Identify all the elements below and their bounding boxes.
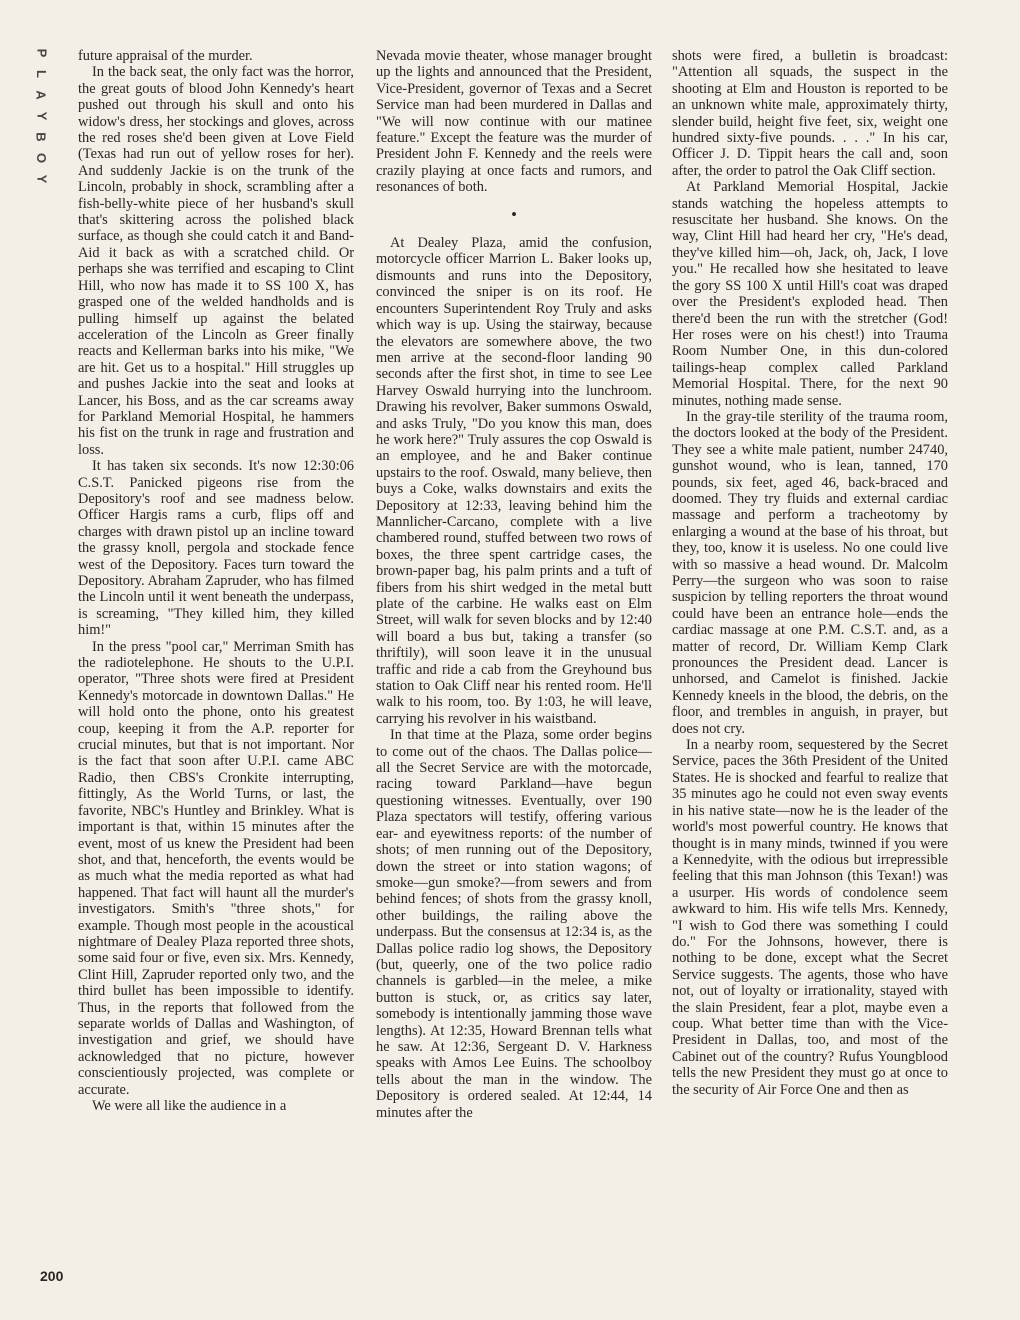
text-column-3 <box>672 48 948 1286</box>
text-column-2 <box>376 48 652 1286</box>
text-column-1 <box>78 48 354 1286</box>
paragraph: At Dealey Plaza, amid the confusion, motorcycle officer Marrion L. Baker looks up, dismounts and runs into the Depository, convinced the sniper is on its roof. He encounters Superintendent Roy Truly and asks which way is up. Using the stairway, because the elevators are somewhere above, the two men arrive at the second-floor landing 90 seconds after the first shot, in time to see Lee Harvey Oswald hurrying into the lunchroom. Drawing his revolver, Baker summons Oswald, and asks Truly, "Do you know this man, does he work here?" Truly assures the cop Oswald is an employee, and he and Baker continue upstairs to the roof. Oswald, many believe, then buys a Coke, walks downstairs and exits the Depository at 12:33, leaving behind him the Mannlicher-Carcano, complete with a live chambered round, stuffed between two rows of boxes, the three spent cartridge cases, the brown-paper bag, his palm prints and a tuft of fibers from his shirt wedged in the metal butt plate of the carbine. He walks east on Elm Street, will walk for seven blocks and by 12:40 will board a bus but, taking a transfer (so thriftily), will soon leave it in the unusual traffic and ride a cab from the Greyhound bus station to Oak Cliff near his rented room. He'll walk to his room, too. By 1:03, he will leave, carrying his revolver in his waistband. <box>376 235 652 727</box>
paragraph: In the gray-tile sterility of the trauma room, the doctors looked at the body of the President. They see a white male patient, number 24740, gunshot wound, who is lean, tanned, 170 pounds, six feet, aged 46, back-braced and doomed. They try fluids and external cardiac massage and perform a tracheotomy by enlarging a wound at the base of his throat, but they, too, know it is useless. No one could live with so massive a head wound. Dr. Malcolm Perry—the surgeon who was soon to raise suspicion by telling reporters the throat wound could have been an entrance hole—ends the cardiac massage at one P.M. C.S.T. and, as a matter of record, Dr. William Kemp Clark pronounces the President dead. Lancer is unhorsed, and Camelot is finished. Jackie Kennedy kneels in the blood, the debris, on the floor, and trembles in anguish, in prayer, but does not cry. <box>672 408 948 737</box>
sidebar-letter: Y <box>33 174 49 184</box>
sidebar-letter: B <box>33 132 49 142</box>
paragraph: future appraisal of the murder. <box>78 48 253 64</box>
sidebar-letter: O <box>34 152 49 164</box>
sidebar-letter: A <box>33 90 49 100</box>
paragraph: In that time at the Plaza, some order begins to come out of the chaos. The Dallas police—all the Secret Service are with the motorcade, racing toward Parkland—have begun questioning witnesses. Eventually, over 190 Plaza spectators will testify, offering various ear- and eyewitness reports: of the number of shots; of men running out of the Depository, down the street or into station wagons; of smoke—gun smoke?—from sewers and from behind fences; of shots from the grassy knoll, other buildings, the railing above the underpass. But the consensus at 12:34 is, as the Dallas police radio log shows, the Depository (but, queerly, one of the two police radio channels is garbled—in the melee, a mike button is stuck, or, as critics say later, somebody is intentionally jamming those wave lengths). At 12:35, Howard Brennan tells what he saw. At 12:36, Sergeant D. V. Harkness speaks with Amos Lee Euins. The schoolboy tells about the man in the window. The Depository is ordered sealed. At 12:44, 14 minutes after the <box>376 727 652 1121</box>
magazine-name-vertical <box>30 46 52 186</box>
sidebar-letter: Y <box>33 111 49 121</box>
sidebar-letter: L <box>33 70 49 78</box>
page-number: 200 <box>40 1268 64 1284</box>
paragraph: shots were fired, a bulletin is broadcast: "Attention all squads, the suspect in the shooting at Elm and Houston is reported to be an unknown white male, approximately thirty, slender build, height five feet, six, weight one hundred sixty-five pounds. . . ." In his car, Officer J. D. Tippit hears the call and, soon after, the order to patrol the Oak Cliff section. <box>672 48 948 179</box>
paragraph: In a nearby room, sequestered by the Secret Service, paces the 36th President of the United States. He is shocked and fearful to realize that 35 minutes ago he could not even sway events in his native state—now he is the leader of the world's most powerful country. He knows that thought is in many minds, twinned if you were a Kennedyite, with the odious but irrepressible feeling that this man Johnson (this Texan!) was a usurper. His words of condolence seem awkward to him. His wife tells Mrs. Kennedy, "I wish to God there was something I could do." For the Johnsons, however, there is nothing to be done, except what the Secret Service suggests. The agents, those who have not, out of loyalty or irrationality, stayed with the slain President, fear a plot, maybe even a coup. What better time than with the Vice-President in Dallas, too, and most of the Cabinet out of the country? Rufus Youngblood tells the new President they must go at once to the security of Air Force One and then as <box>672 737 948 1098</box>
paragraph: At Parkland Memorial Hospital, Jackie stands watching the hopeless attempts to resuscitate her husband. She knows. On the way, Clint Hill had heard her cry, "He's dead, they've killed him—oh, Jack, oh, Jack, I love you." He recalled how she hesitated to leave the gory SS 100 X until Hill's coat was draped over the President's exploded head. Then there'd been the run with the stretcher (God! Her roses were on his chest!) into Trauma Room Number One, in this dun-colored tailings-heap complex called Parkland Memorial Hospital. There, for the next 90 minutes, nothing made sense. <box>672 179 948 409</box>
paragraph: In the press "pool car," Merriman Smith has the radiotelephone. He shouts to the U.P.I. operator, "Three shots were fired at President Kennedy's motorcade in downtown Dallas." He will hold onto the phone, onto his greatest coup, keeping it from the A.P. reporter for crucial minutes, but that is not important. Nor is the fact that soon after U.P.I. came ABC Radio, then CBS's Cronkite interrupting, fittingly, As the World Turns, or last, the favorite, NBC's Huntley and Brinkley. What is important is that, within 15 minutes after the event, most of us knew the President had been shot, and that, henceforth, the events would be as much what the media reported as what had happened. That fact will haunt all the murder's investigators. Smith's "three shots," for example. Though most people in the acoustical nightmare of Dealey Plaza reported three shots, some said four or five, even six. Mrs. Kennedy, Clint Hill, Zapruder reported only two, and the third bullet has been impossible to identify. Thus, in the reports that followed from the separate worlds of Dallas and Washington, of investigation and grief, we should have acknowledged that no picture, however conscientiously projected, was complete or accurate. <box>78 638 354 1098</box>
paragraph: It has taken six seconds. It's now 12:30:06 C.S.T. Panicked pigeons rise from the Depository's roof and see madness below. Officer Hargis rams a curb, flips off and charges with drawn pistol up an incline toward the grassy knoll, pergola and stockade fence west of the Depository. Faces turn toward the Depository. Abraham Zapruder, who has filmed the Lincoln until it went beneath the underpass, is screaming, "They killed him, they killed him!" <box>78 458 354 639</box>
paragraph: We were all like the audience in a <box>92 1098 287 1114</box>
section-divider-bullet: • <box>511 206 517 223</box>
sidebar-letter: P <box>33 48 49 58</box>
paragraph: In the back seat, the only fact was the horror, the great gouts of blood John Kennedy's heart pushed out through his skull and onto his widow's dress, her stockings and gloves, across the red roses she'd been given at Love Field (Texas had run out of yellow roses for her). And suddenly Jackie is on the trunk of the Lincoln, probably in shock, scrambling after a fish-belly-white piece of her husband's skull that's skittering across the polished black surface, as though she could catch it and Band-Aid it back as with a scratched child. Or perhaps she was terrified and escaping to Clint Hill, who now has made it to SS 100 X, has grasped one of the welded handholds and is pulling himself up against the belated acceleration of the Lincoln as Greer finally reacts and Kellerman barks into his mike, "We are hit. Get us to a hospital." Hill struggles up and pushes Jackie into the seat and looks at Lancer, his Boss, and as the car screams away for Parkland Memorial Hospital, he hammers his fist on the trunk in rage and frustration and loss. <box>78 64 354 458</box>
paragraph: Nevada movie theater, whose manager brought up the lights and announced that the President, Vice-President, governor of Texas and a Secret Service man had been murdered in Dallas and "We will now continue with our matinee feature." Except the feature was the murder of President John F. Kennedy and the reels were crazily playing at once facts and rumors, and resonances of both. <box>376 48 652 196</box>
